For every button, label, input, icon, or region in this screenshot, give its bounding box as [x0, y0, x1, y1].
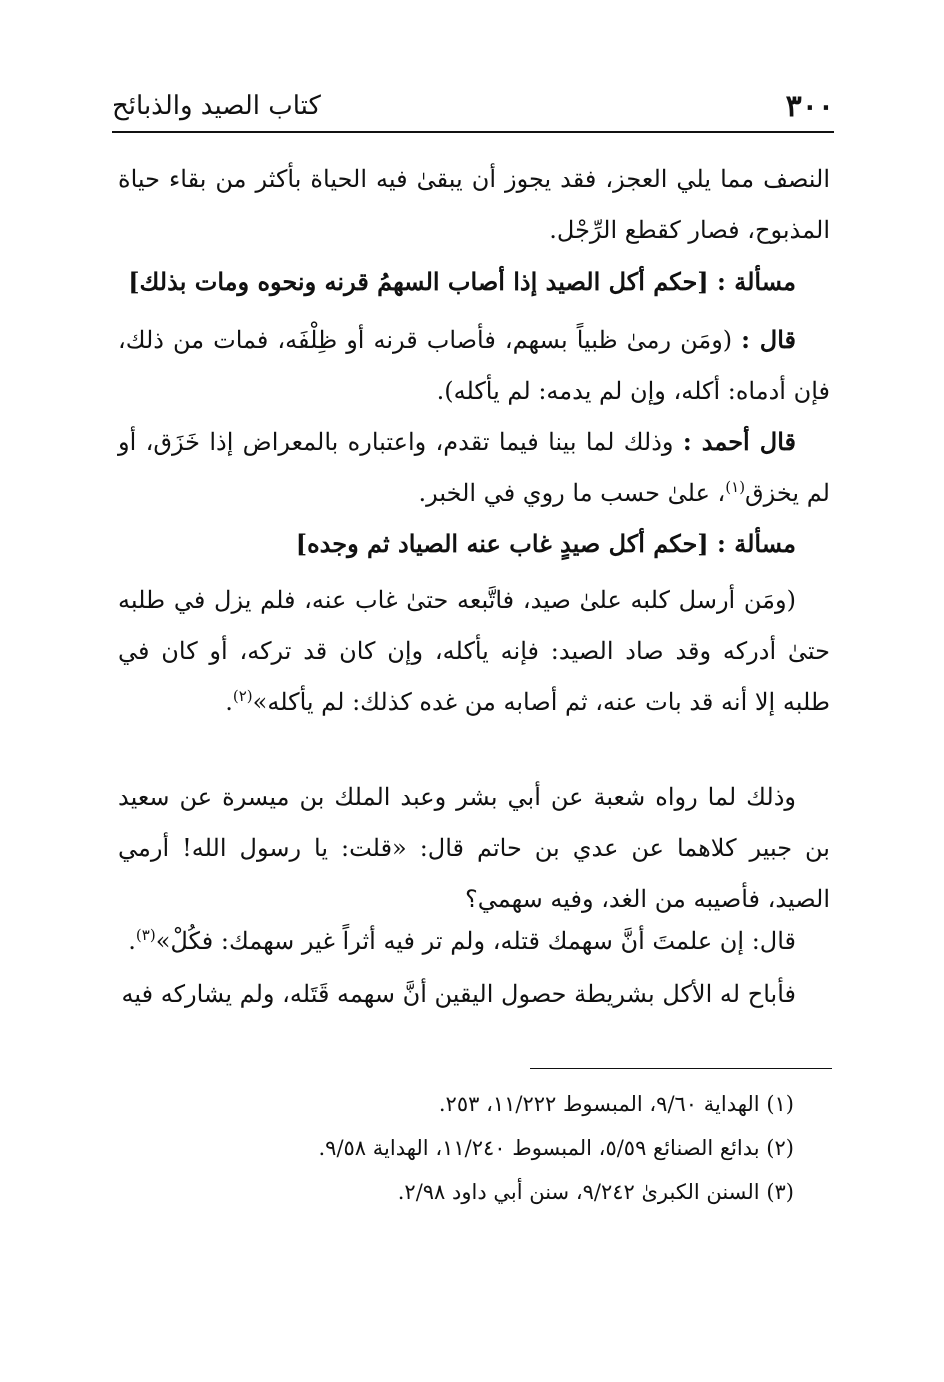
footnote-rule	[530, 1068, 832, 1069]
paragraph-text: فأباح له الأكل بشريطة حصول اليقين أنَّ سهمه قَتَله، ولم يشاركه فيه	[121, 980, 796, 1008]
running-title: كتاب الصيد والذبائح	[112, 91, 321, 121]
page-number: ٣٠٠	[785, 88, 834, 124]
paragraph-text: وذلك لما رواه شعبة عن أبي بشر وعبد الملك بن ميسرة عن سعيد بن جبير كلاهما عن عدي بن حاتم قال: «قلت: يا رسول الله! أرمي الصيد، فأصيبه من الغد، وفيه سهمي؟	[118, 783, 830, 913]
footnote-2: (٢) بدائع الصنائع ٥/٥٩، المبسوط ١١/٢٤٠، الهداية ٩/٥٨.	[318, 1136, 794, 1160]
heading-label: مسألة :	[717, 267, 796, 296]
footnote-ref: (٢)	[232, 687, 253, 705]
section-heading-1	[118, 262, 830, 302]
paragraph-text: (ومَن رمىٰ ظبياً بسهم، فأصاب قرنه أو ظِلْفَه، فمات من ذلك، فإن أدماه: أكله، وإن لم يدمه: لم يأكله).	[118, 326, 830, 405]
paragraph-hadith	[118, 772, 830, 925]
paragraph-conclusion	[118, 969, 830, 1020]
speaker-label: قال :	[741, 325, 796, 354]
paragraph-qala	[118, 314, 830, 417]
heading-text: [حكم أكل صيدٍ غاب عنه الصياد ثم وجده]	[295, 529, 709, 558]
paragraph-text: ، علىٰ حسب ما روي في الخبر.	[418, 479, 726, 507]
header-rule	[112, 131, 834, 133]
footnote-1: (١) الهداية ٩/٦٠، المبسوط ١١/٢٢٢، ٢٥٣.	[438, 1092, 794, 1116]
paragraph-text: النصف مما يلي العجز، فقد يجوز أن يبقىٰ فيه الحياة بأكثر من بقاء حياة المذبوح، فصار كقطع الرِّجْل.	[118, 165, 830, 244]
paragraph-hadith-answer	[118, 916, 830, 967]
paragraph-text: وذلك لما بينا فيما تقدم، واعتباره بالمعراض إذا خَزَق، أو لم يخزق	[118, 428, 830, 507]
heading-text: [حكم أكل الصيد إذا أصاب السهمُ قرنه ونحوه ومات بذلك]	[128, 267, 709, 296]
page-header	[112, 84, 834, 128]
paragraph-ahmad	[118, 416, 830, 519]
paragraph-continuation	[118, 154, 830, 256]
paragraph-text: (ومَن أرسل كلبه علىٰ صيد، فاتَّبعه حتىٰ غاب عنه، فلم يزل في طلبه حتىٰ أدركه وقد صاد الصيد: فإنه يأكله، وإن كان قد تركه، أو كان في طلبه إلا أنه قد بات عنه، ثم أصابه من غده كذلك: لم يأكله»	[118, 586, 830, 716]
footnotes	[118, 1082, 830, 1214]
speaker-label: قال أحمد :	[682, 427, 796, 456]
heading-label: مسألة :	[717, 529, 796, 558]
paragraph-end: .	[225, 688, 233, 716]
footnote-3: (٣) السنن الكبرىٰ ٩/٢٤٢، سنن أبي داود ٢/٩٨.	[397, 1180, 794, 1204]
footnote-ref: (٣)	[135, 926, 156, 944]
paragraph-end: .	[128, 927, 136, 955]
paragraph-matn	[118, 575, 830, 728]
section-heading-2	[118, 524, 830, 564]
footnote-ref: (١)	[725, 478, 746, 496]
paragraph-text: قال: إن علمتَ أنَّ سهمك قتله، ولم تر فيه أثراً غير سهمك: فكُلْ»	[155, 927, 796, 955]
